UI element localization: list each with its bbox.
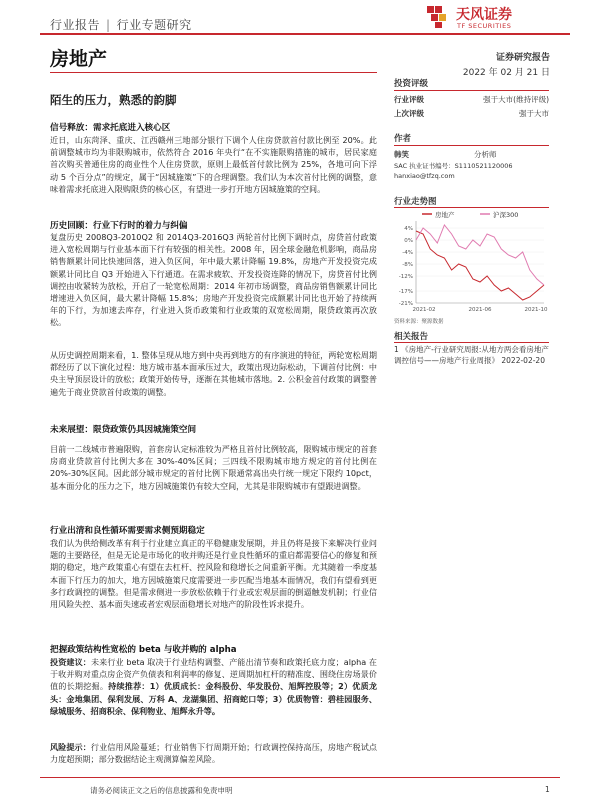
category-label: 行业报告 <box>50 18 101 32</box>
author-name: 韩笑 <box>394 150 409 159</box>
previous-rating-value: 强于大市 <box>519 109 549 118</box>
section-2-heading: 历史回顾：行业下行时的着力与纠偏 <box>50 221 188 231</box>
logo-mark-icon <box>426 3 452 29</box>
related-rule <box>394 342 549 343</box>
author-rule <box>394 145 549 146</box>
series-line-房地产 <box>416 231 544 300</box>
investment-advice-label: 投资建议： <box>50 657 91 667</box>
section-4-paragraph: 我们认为供给侧改革有利于行业建立真正的平稳健康发展期，并且仍将是接下来解决行业问题的主要路径，但是无论是市场化的收并购还是行业良性循环的重启都需要信心的修复和预期的稳定，地产政策重心有望在去杠杆、控风险和稳增长之间重新平衡。尤其随着一季度基本面下行压力的加大，地方因城施策尺度需要进一步匹配当地基本面情况，我们有望看到更多行政调控的调整。但是需求侧进一步放松依赖于行业或宏观层面的倒逼触发机制；行业信用风险失控、基本面失速或者宏观层面稳增长对地产的阶段性诉求提升。 <box>50 538 377 610</box>
y-tick-label: -8% <box>402 262 413 268</box>
risk-warning <box>50 741 377 765</box>
x-tick-label: 2021-02 <box>412 307 436 313</box>
report-subtitle: 陌生的压力，熟悉的韵脚 <box>50 93 177 107</box>
section-1-text <box>50 134 377 195</box>
industry-rating-value: 强于大市(维持评级) <box>483 95 549 104</box>
author-heading: 作者 <box>394 134 412 144</box>
rating-heading: 投资评级 <box>394 79 429 89</box>
risk-text: 行业信用风险蔓延；行业销售下行周期开始；行政调控保持高压，房地产税试点力度超预期；部分数据结论主观测算偏差风险。 <box>50 742 377 765</box>
trend-heading: 行业走势图 <box>394 197 437 207</box>
legend-label: 房地产 <box>435 211 455 219</box>
legend-label: 沪深300 <box>493 211 519 219</box>
section-3-paragraph: 目前一二线城市普遍限购，首套房认定标准较为严格且首付比例较高，限购城市规定的首套房商业贷款首付比例大多在 30%-40%区间；三四线不限购城市地方规定的首付比例在 20%-30%区间。因此部分城市规定的首付比例下限通常高出央行统一规定下限约 10pct，基本面分化的压力之下，地方因城施策仍有较大空间，尤其是非限购城市有望跟进调整。 <box>50 444 377 491</box>
header-separator: | <box>106 18 111 32</box>
section-2-paragraph: 复盘历史 2008Q3-2010Q2 和 2014Q3-2016Q3 两轮首付比例下调时点，房贷首付政策进入宽松周期与行业基本面下行有较强的相关性。2008 年，因全球金融危机影响，商品房销售额累计同比快速回落，进入负区间，年中最大累计降幅 19.8%，房地产开发投资完成额累计同比自 Q3 开始进入下行通道。在需求疲软、开发投资连降的情况下，房贷首付比例调控由收紧转为放松，开启了一轮宽松周期：2014 年初市场调整，商品房销售额累计同比增速进入负区间，最大累计降幅 15.8%；房地产开发投资完成额累计同比也开始了持续两年的下行，为加速去库存，行业进入货币政策和行业政策的双宽松周期，限贷政策再次放松。 <box>50 232 377 328</box>
recommendations-text: 持续推荐：1）优质成长：金科股份、华发股份、旭辉控股等；2）优质龙头：金地集团、保利发展、万科 A、龙湖集团、招商蛇口等；3）优质物管：碧桂园服务、绿城服务、招商积余、保利物业、旭辉永升等。 <box>50 681 377 716</box>
risk-label: 风险提示： <box>50 742 91 752</box>
subcategory-label: 行业专题研究 <box>116 18 192 32</box>
title-rule <box>50 72 377 73</box>
y-tick-label: -12% <box>398 274 413 280</box>
industry-rating-label: 行业评级 <box>394 95 424 104</box>
section-3-heading: 未来展望：限贷政策仍具因城施策空间 <box>50 425 197 435</box>
related-heading: 相关报告 <box>394 332 429 342</box>
section-1-paragraph: 近日，山东菏泽、重庆、江西赣州三地部分银行下调个人住房贷款首付款比例至 20%。此前调整城市均为非限购城市，依然符合 2016 年央行“在不实施限购措施的城市，居民家庭首次购买普通住房的商业性个人住房贷款，原则上最低首付款比例为 25%，各地可向下浮动 5 个百分点”的规定，属于“因城施策”下的合理调整。我们认为本次首付比例的调整，意味着需求托底进入限购限贷的核心区，有望进一步打开地方因城施策的空间。 <box>50 135 377 194</box>
x-tick-label: 2021-06 <box>468 307 492 313</box>
section-2-text-2 <box>50 349 377 398</box>
industry-trend-chart <box>394 205 549 323</box>
report-type: 证券研究报告 <box>495 53 550 63</box>
company-logo <box>420 1 570 33</box>
section-4-heading: 行业出清和良性循环需要需求侧预期稳定 <box>50 526 205 536</box>
logo-english: TF SECURITIES <box>457 22 512 30</box>
x-tick-label: 2021-10 <box>524 307 548 313</box>
y-tick-label: 0% <box>404 238 413 244</box>
footer-disclaimer: 请务必阅读正文之后的信息披露和免责申明 <box>90 786 233 795</box>
report-category <box>50 16 192 33</box>
chart-source: 资料来源：聚源数据 <box>394 319 444 325</box>
y-tick-label: 4% <box>404 226 413 232</box>
y-tick-label: -4% <box>402 250 413 256</box>
header-rule <box>40 33 570 35</box>
related-report-1[interactable]: 1 《房地产-行业研究周报:从地方两会看房地产调控信号——房地产行业周报》 2022-02-20 <box>394 345 549 365</box>
author-title: 分析师 <box>474 150 497 159</box>
page-title: 房地产 <box>50 48 108 70</box>
previous-rating-label: 上次评级 <box>394 109 424 118</box>
section-2-text <box>50 231 377 329</box>
author-email[interactable]: hanxiao@tfzq.com <box>394 172 455 180</box>
logo-name: 天风证券 <box>456 7 512 23</box>
section-1-heading: 信号释放：需求托底进入核心区 <box>50 123 171 133</box>
section-2-paragraph-2: 从历史调控周期来看，1. 整体呈现从地方到中央再到地方的有序演进的特征，两轮宽松周期都经历了以下演化过程：地方城市基本面承压过大，政策出现边际松动，下调首付比例：中央主导顶层设计的放松；政策开始传导，逐渐在其他城市落地。2. 公积金首付政策的调整普遍先于商业贷款首付政策的调整。 <box>50 350 377 397</box>
page-number: 1 <box>545 785 550 794</box>
author-sac: SAC 执业证书编号：S1110521120006 <box>394 162 513 170</box>
investment-advice-text: 未来行业 beta 取决于行业结构调整、产能出清节奏和政策托底力度；alpha 在于收并购对重点房企资产负债表和利润率的修复、逆周期加杠杆的精准度、围绕住房场景价值的长期挖掘。 <box>50 657 377 692</box>
section-4-text <box>50 537 377 610</box>
section-5-text <box>50 656 377 717</box>
risk-paragraph <box>50 741 377 765</box>
y-tick-label: -21% <box>398 301 413 307</box>
section-5-paragraph <box>50 656 377 717</box>
section-3-text <box>50 443 377 492</box>
section-5-heading: 把握政策结构性宽松的 beta 与收并购的 alpha <box>50 645 237 655</box>
y-tick-label: -17% <box>398 289 413 295</box>
rating-rule <box>394 90 549 91</box>
report-date: 2022 年 02 月 21 日 <box>462 68 550 78</box>
footer-rule <box>40 777 560 778</box>
